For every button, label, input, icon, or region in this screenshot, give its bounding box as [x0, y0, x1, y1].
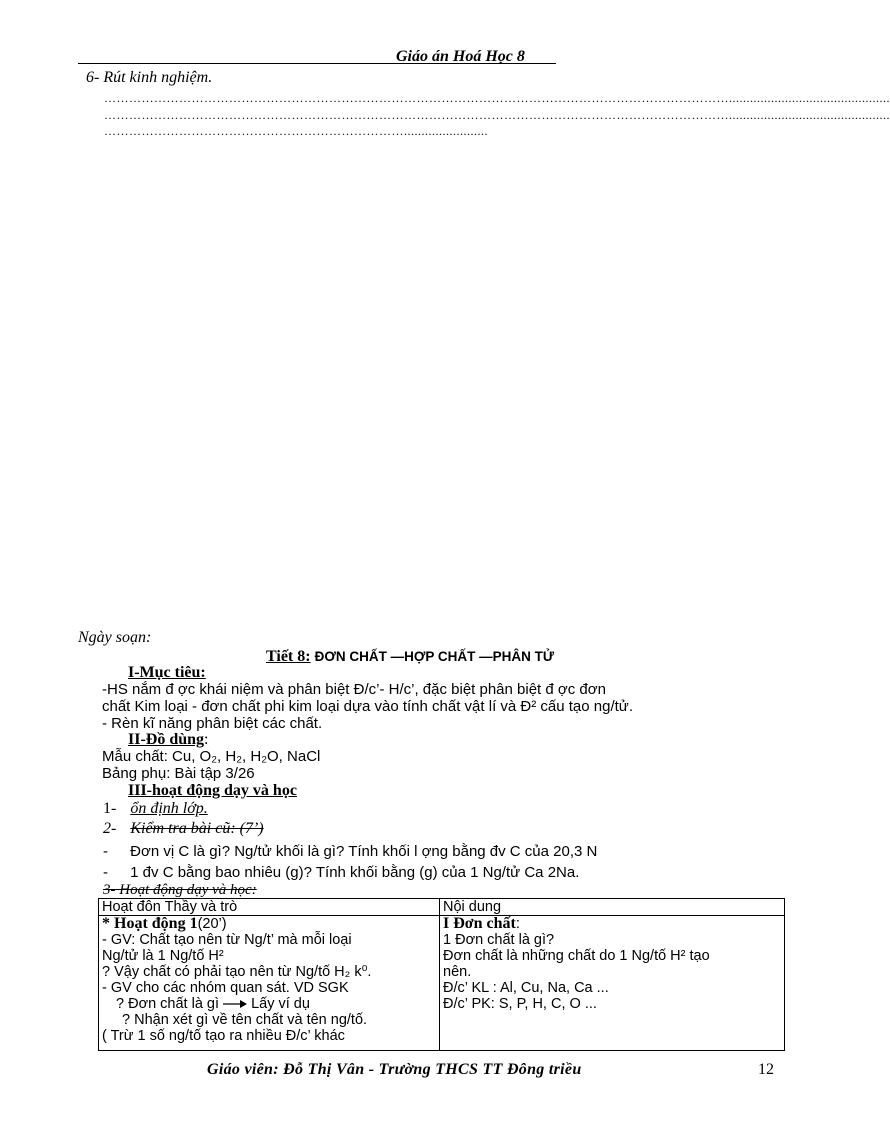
question-1: [103, 843, 597, 860]
activity-line: ? Vậy chất có phải tạo nên từ Ng/tố H₂ k⁰.: [102, 964, 372, 980]
activity-line: Ng/tử là 1 Ng/tố H²: [102, 948, 224, 964]
content-line: Đ/c’ KL : Al, Cu, Na, Ca ...: [443, 980, 609, 996]
table-header-row: [99, 899, 785, 916]
dotted-line-1: ……………………………………………………………………………………………………………………………………..............................................: [104, 91, 890, 105]
activity-line: ( Trừ 1 số ng/tố tạo ra nhiều Đ/c’ khác: [102, 1028, 345, 1044]
materials-heading-text: II-Đồ dùng: [128, 731, 205, 748]
footer-author: Giáo viên: Đỗ Thị Vân - Trường THCS TT Đông triều: [207, 1061, 582, 1078]
step-1-number: 1-: [103, 800, 117, 817]
question-1-text: Đơn vị C là gì? Ng/tử khối là gì? Tính khối l ợng bằng đv C của 20,3 N: [130, 843, 598, 860]
content-line: Đơn chất là những chất do 1 Ng/tố H² tạo: [443, 948, 710, 964]
activity-line: - GV cho các nhóm quan sát. VD SGK: [102, 980, 349, 996]
activity-1-heading: * Hoạt động 1(20’): [102, 915, 227, 932]
objective-line-2: chất Kim loại - đơn chất phi kim loại dựa vào tính chất vật lí và Đ² cấu tạo ng/tử.: [102, 698, 634, 715]
header-title: Giáo án Hoá Học 8: [396, 48, 525, 65]
materials-colon: :: [204, 731, 209, 748]
content-cell: [440, 916, 785, 1051]
content-line: 1 Đơn chất là gì?: [443, 932, 555, 948]
column-header-teacher-student: Hoạt đôn Thầy và trò: [99, 899, 440, 916]
dotted-line-3: ………………………………………………………………........................: [104, 124, 488, 138]
activity-cell: [99, 916, 440, 1051]
activities-heading: III-hoạt động dạy và học: [128, 782, 297, 799]
materials-line-2: Bảng phụ: Bài tập 3/26: [102, 765, 255, 782]
step-2-number: 2-: [103, 820, 117, 837]
dotted-line-2: ……………………………………………………………………………………………………………………………………..............................................: [104, 108, 890, 122]
lesson-title: [266, 648, 554, 666]
arrow-right-icon: [223, 1000, 247, 1008]
activity-line: ? Nhận xét gì về tên chất và tên ng/tố.: [122, 1012, 368, 1028]
objective-line-3: - Rèn kĩ năng phân biệt các chất.: [102, 715, 323, 732]
page-number: 12: [758, 1061, 774, 1078]
lesson-title-text: ĐƠN CHẤT —HỢP CHẤT —PHÂN TỬ: [314, 649, 555, 664]
activity-line: - GV: Chất tạo nên từ Ng/t’ mà mỗi loại: [102, 932, 352, 948]
objective-line-1: -HS nắm đ ợc khái niệm và phân biệt Đ/c’- H/c’, đặc biệt phân biệt đ ợc đơn: [102, 681, 606, 698]
step-2: [103, 820, 264, 838]
question-2-bullet: -: [103, 864, 108, 881]
question-2: [103, 864, 579, 881]
materials-heading: [128, 731, 208, 749]
column-header-content: Nội dung: [440, 899, 785, 916]
question-1-bullet: -: [103, 843, 108, 860]
lesson-number: Tiết 8:: [266, 648, 311, 665]
content-line: Đ/c’ PK: S, P, H, C, O ...: [443, 996, 597, 1012]
date-label: Ngày soạn:: [78, 629, 152, 646]
content-heading: I Đơn chất:: [443, 915, 520, 932]
materials-line-1: Mẫu chất: Cu, O₂, H₂, H₂O, NaCl: [102, 748, 321, 765]
content-line: nên.: [443, 964, 472, 980]
activity-line: ? Đơn chất là gì Lấy ví dụ: [116, 996, 310, 1012]
review-heading: 6- Rút kinh nghiệm.: [86, 69, 213, 86]
question-2-text: 1 đv C bằng bao nhiêu (g)? Tính khối bằng (g) của 1 Ng/tử Ca 2Na.: [130, 864, 580, 881]
header-rule: [78, 63, 556, 64]
step-3: 3- Hoạt động dạy và học:: [103, 882, 257, 898]
table-row: [99, 916, 785, 1051]
activity-table: [98, 898, 785, 1051]
step-1: [103, 800, 208, 818]
step-1-text: ổn định lớp.: [130, 800, 208, 817]
objectives-heading: I-Mục tiêu:: [128, 664, 206, 681]
step-2-text: Kiểm tra bài cũ: (7’): [130, 820, 264, 837]
